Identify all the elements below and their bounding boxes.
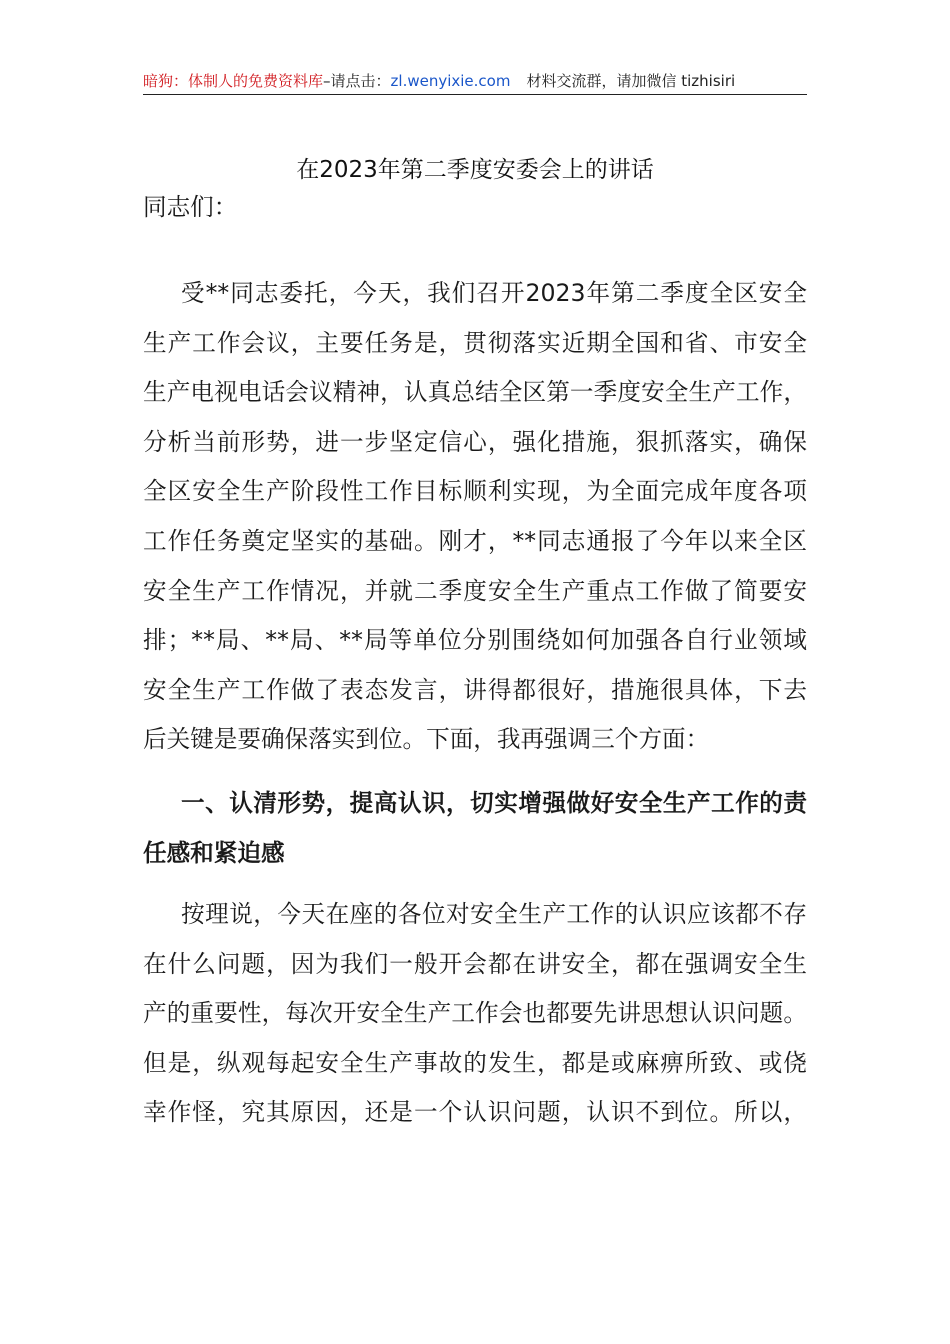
paragraph-line: 幸作怪，究其原因，还是一个认识问题，认识不到位。所以， <box>143 1098 807 1127</box>
header-link[interactable]: zl.wenyixie.com <box>390 72 511 90</box>
paragraph-line: 排；**局、**局、**局等单位分别围绕如何加强各自行业领域 <box>143 626 807 655</box>
paragraph-line: 安全生产工作做了表态发言，讲得都很好，措施很具体，下去 <box>143 675 807 704</box>
paragraph-1 <box>143 269 807 765</box>
paragraph-line: 生产电视电话会议精神，认真总结全区第一季度安全生产工作， <box>143 378 807 407</box>
paragraph-line: 产的重要性，每次开安全生产工作会也都要先讲思想认识问题。 <box>143 999 807 1028</box>
paragraph-line: 全区安全生产阶段性工作目标顺利实现，为全面完成年度各项 <box>143 477 807 506</box>
paragraph-line: 安全生产工作情况，并就二季度安全生产重点工作做了简要安 <box>143 576 807 605</box>
header-group-info: 材料交流群，请加微信 tizhisiri <box>526 72 736 90</box>
paragraph-line: 但是，纵观每起安全生产事故的发生，都是或麻痹所致、或侥 <box>143 1048 807 1077</box>
paragraph-line: 后关键是要确保落实到位。下面，我再强调三个方面： <box>143 725 710 754</box>
paragraph-2 <box>143 890 807 1138</box>
paragraph-line: 分析当前形势，进一步坚定信心，强化措施，狠抓落实，确保 <box>143 427 807 456</box>
heading-line: 任感和紧迫感 <box>143 838 285 867</box>
greeting: 同志们： <box>143 193 238 221</box>
heading-line: 一、认清形势，提高认识，切实增强做好安全生产工作的责 <box>181 789 807 817</box>
document-title: 在2023年第二季度安委会上的讲话 <box>296 157 654 183</box>
paragraph-line: 受**同志委托，今天，我们召开2023年第二季度全区安全 <box>181 279 807 307</box>
header-click-prefix: –请点击： <box>323 72 391 90</box>
paragraph-line: 按理说，今天在座的各位对安全生产工作的认识应该都不存 <box>181 900 807 928</box>
greeting-block <box>143 183 807 233</box>
section-heading-1 <box>143 779 807 878</box>
header-brand: 暗狗：体制人的免费资料库 <box>143 72 324 90</box>
paragraph-line: 生产工作会议，主要任务是，贯彻落实近期全国和省、市安全 <box>143 328 807 357</box>
paragraph-line: 在什么问题，因为我们一般开会都在讲安全，都在强调安全生 <box>143 949 807 978</box>
page-header <box>143 68 807 95</box>
paragraph-line: 工作任务奠定坚实的基础。刚才，**同志通报了今年以来全区 <box>143 526 807 555</box>
